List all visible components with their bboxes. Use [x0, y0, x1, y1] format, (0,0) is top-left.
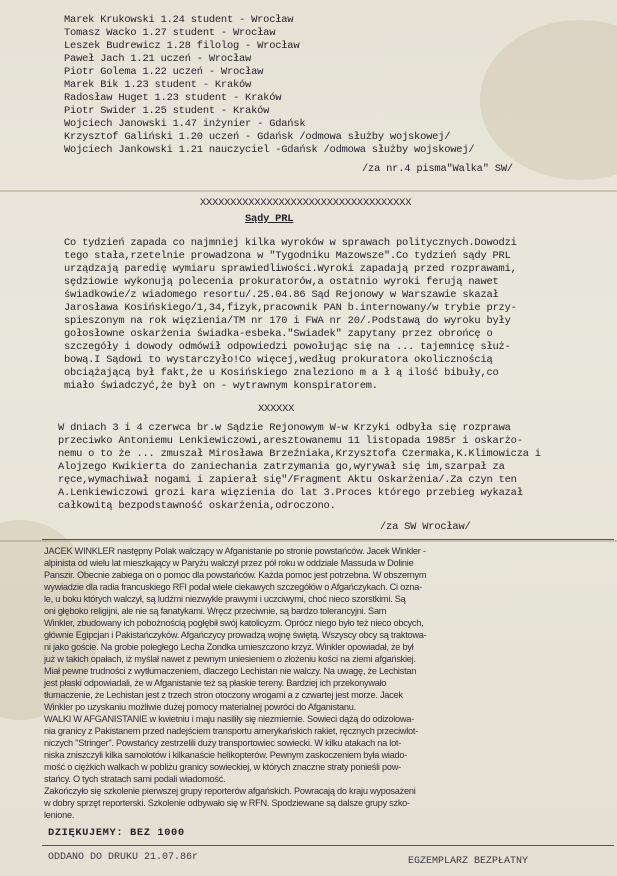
- paper-stain: [480, 20, 617, 180]
- courts-text-line: sędziowie wykonują polecenia prokuratorów,a ostatnio wyroki ferują nawet: [64, 276, 499, 288]
- afghan-text-line: w dobry sprzęt reporterski. Szkolenie odbywało się w RFN. Spodziewane są dalsze grupy szko-: [44, 798, 410, 808]
- source-note: /za SW Wrocław/: [380, 521, 471, 533]
- trial-text-line: nemu o to że ... zmuszał Mirosława Brzeźniaka,Krzysztofa Czermaka,K.Klimowicza i: [58, 448, 541, 460]
- signatory-line: Leszek Budrewicz 1.28 filolog - Wrocław: [64, 40, 300, 52]
- afghan-text-line: niczych "Stringer". Powstańcy zestrzelili duży transportowiec sowiecki. W kilku atakach na lot-: [44, 738, 402, 748]
- section-divider: [42, 539, 614, 540]
- afghan-text-line: oni głęboko religijni, ale nie są fanatykami. Wręcz przeciwnie, są bardzo tolerancyjni. Sam: [44, 606, 387, 616]
- afghan-text-line: alpinista od wielu lat mieszkający w Paryżu walczył przez pół roku w oddziale Massuda w Dolinie: [44, 558, 414, 568]
- section-title: Sądy PRL: [245, 213, 294, 225]
- afghan-text-line: jest płaski odpowiadali, że w Afganistanie też są płaskie tereny. Bardziej ich przekonywało: [44, 678, 387, 688]
- afghan-text-line: Miał pewne trudności z wytłumaczeniem, dlaczego Lechistan nie walczy. Na uwagę, że Lechistan: [44, 666, 417, 676]
- afghan-text-line: niska zniszczyli kilka samolotów i kilkanaście helikopterów. Pewnym zaskoczeniem była wiado-: [44, 750, 408, 760]
- trial-text-line: całkowitą bezpodstawność oskarżenia,odroczono.: [58, 500, 336, 512]
- trial-text-line: Alojzego Kwikierta do zaniechania zatrzymania go,wyrywał się im,szarpał za: [58, 461, 505, 473]
- courts-text-line: miało świadczyć,że był on - wytrawnym konspiratorem.: [64, 380, 378, 392]
- signatory-line: Piotr Swider 1.25 student - Kraków: [64, 105, 270, 117]
- courts-text-line: tego stała,rzetelnie prowadzona w "Tygodniku Mazowsze".Co tydzień sądy PRL: [64, 250, 511, 262]
- afghan-text-line: nia granicy z Pakistanem przed nadejściem transportu amerykańskich rakiet, ręcznych przeciwlot-: [44, 726, 419, 736]
- signatory-line: Radosław Huget 1.23 student - Kraków: [64, 92, 282, 104]
- afghan-text-line: JACEK WINKLER następny Polak walczący w Afganistanie po stronie powstańców. Jacek Winkler -: [44, 546, 426, 556]
- afghan-text-line: już w takich opałach, iż myślał nawet z pewnym uniesieniem o złożeniu kości na ziemi afgańskiej.: [44, 654, 416, 664]
- signatory-line: Wojciech Jankowski 1.21 nauczyciel -Gdańsk /odmowa służby wojskowej/: [64, 144, 475, 156]
- source-note: /za nr.4 pisma"Walka" SW/: [362, 163, 513, 175]
- signatory-line: Paweł Jach 1.21 uczeń - Wrocław: [64, 53, 252, 65]
- courts-text-line: obciążającą był fakt,że u Kosińskiego znaleziono m a ł ą ilość bibuły,co: [64, 367, 499, 379]
- courts-text-line: świadkowie/z wiadomego resortu/.25.04.86 Sąd Rejonowy w Warszawie skazał: [64, 289, 499, 301]
- courts-text-line: bową.I Sądowi to wystarczyło!Co więcej,według prokuratora okolicznością: [64, 354, 493, 366]
- trial-text-line: ręce,wymachiwał nogami i zapierał się"/Fragment Aktu Oskarżenia/.Za czyn ten: [58, 474, 517, 486]
- paper-fold: [0, 540, 617, 542]
- afghan-text-line: tłumaczenie, że Lechistan jest z trzech stron otoczony wrogami a z czwartej jest morze. Jacek: [44, 690, 403, 700]
- afghan-text-line: Zakończyło się szkolenie pierwszej grupy reporterów afgańskich. Powracają do kraju wyposażeni: [44, 786, 416, 796]
- free-copy-label: EGZEMPLARZ BEZPŁATNY: [408, 856, 529, 867]
- trial-text-line: W dniach 3 i 4 czerwca br.w Sądzie Rejonowym W-w Krzyki odbyła się rozprawa: [58, 422, 511, 434]
- signatory-line: Marek Krukowski 1.24 student - Wrocław: [64, 14, 294, 26]
- trial-text-line: A.Lenkiewiczowi grozi kara więzienia do lat 3.Proces którego przebieg wykazał: [58, 487, 523, 499]
- afghan-text-line: ni jako goście. Na grobie poległego Lecha Zondka umieszczono krzyż. Winkler opowiadał, że był: [44, 642, 414, 652]
- signatory-line: Wojciech Janowski 1.47 inżynier - Gdańsk: [64, 118, 306, 130]
- afghan-text-line: lenione.: [44, 810, 75, 820]
- afghan-text-line: wywiadzie dla radia francuskiego RFI podał wiele ciekawych szczegółów o Afgańczykach. Ci ozna-: [44, 582, 422, 592]
- afghan-text-line: le, u boku których walczył, są ludźmi niezwykle prawymi i uczciwymi, choć nieco szorstkimi. Są: [44, 594, 406, 604]
- afghan-text-line: stańcy. O tych stratach sami podali wiadomość.: [44, 774, 226, 784]
- afghan-text-line: Winkler po uzyskaniu możliwie dużej pomocy materialnej powróci do Afganistanu.: [44, 702, 356, 712]
- signatory-line: Piotr Golema 1.22 uczeń - Wrocław: [64, 66, 264, 78]
- courts-text-line: gołosłowne oskarżenia świadka-esbeka."Swiadek" zapytany przez obrońcę o: [64, 328, 493, 340]
- afghan-text-line: Winkler, zbudowany ich pobożnością pogłębił swój katolicyzm. Oprócz niego było też nieco obcych,: [44, 618, 424, 628]
- courts-text-line: Jarosława Kosińskiego/1,34,fizyk,pracownik PAN b.internowany/w trybie przy-: [64, 302, 517, 314]
- print-date: ODDANO DO DRUKU 21.07.86r: [48, 852, 199, 863]
- thanks-note: DZIĘKUJEMY: BEZ 1000: [48, 827, 185, 839]
- courts-text-line: szczegóły i dowody odmówił odpowiedzi powołując się na ... tajemnicę służ-: [64, 341, 511, 353]
- afghan-text-line: Panszir. Obecnie zabiega on o pomoc dla powstańców. Każda pomoc jest potrzebna. W obszernym: [44, 570, 427, 580]
- separator-line: XXXXXX: [258, 403, 295, 415]
- afghan-text-line: głównie Egipcjan i Pakistańczyków. Afgańczycy prowadzą wojnę świętą. Wszyscy obcy są traktowa-: [44, 630, 427, 640]
- afghan-text-line: mość o ciężkich walkach w pobliżu granicy sowieckiej, w których znaczne straty ponieśli pow-: [44, 762, 401, 772]
- signatory-line: Tomasz Wacko 1.27 student - Wrocław: [64, 27, 276, 39]
- courts-text-line: spieszonym na rok więzienia/TM nr 170 i FWA nr 20/.Podstawą do wyroku były: [64, 315, 511, 327]
- courts-text-line: Co tydzień zapada co najmniej kilka wyroków w sprawach politycznych.Dowodzi: [64, 237, 517, 249]
- separator-line: XXXXXXXXXXXXXXXXXXXXXXXXXXXXXXXXXXX: [200, 197, 412, 209]
- signatory-line: Marek Bik 1.23 student - Kraków: [64, 79, 252, 91]
- footer-divider: [42, 845, 614, 846]
- signatory-line: Krzysztof Galiński 1.20 uczeń - Gdańsk /odmowa służby wojskowej/: [64, 131, 451, 143]
- trial-text-line: przeciwko Antoniemu Lenkiewiczowi,aresztowanemu 11 listopada 1985r i oskarżo-: [58, 435, 523, 447]
- courts-text-line: urządzają paredię wymiaru sprawiedliwości.Wyroki zapadają przed rozprawami,: [64, 263, 517, 275]
- afghan-text-line: WALKI W AFGANISTANIE w kwietniu i maju nasiliły się niezmiernie. Sowieci dążą do odizolowa-: [44, 714, 414, 724]
- paper-fold: [0, 190, 617, 192]
